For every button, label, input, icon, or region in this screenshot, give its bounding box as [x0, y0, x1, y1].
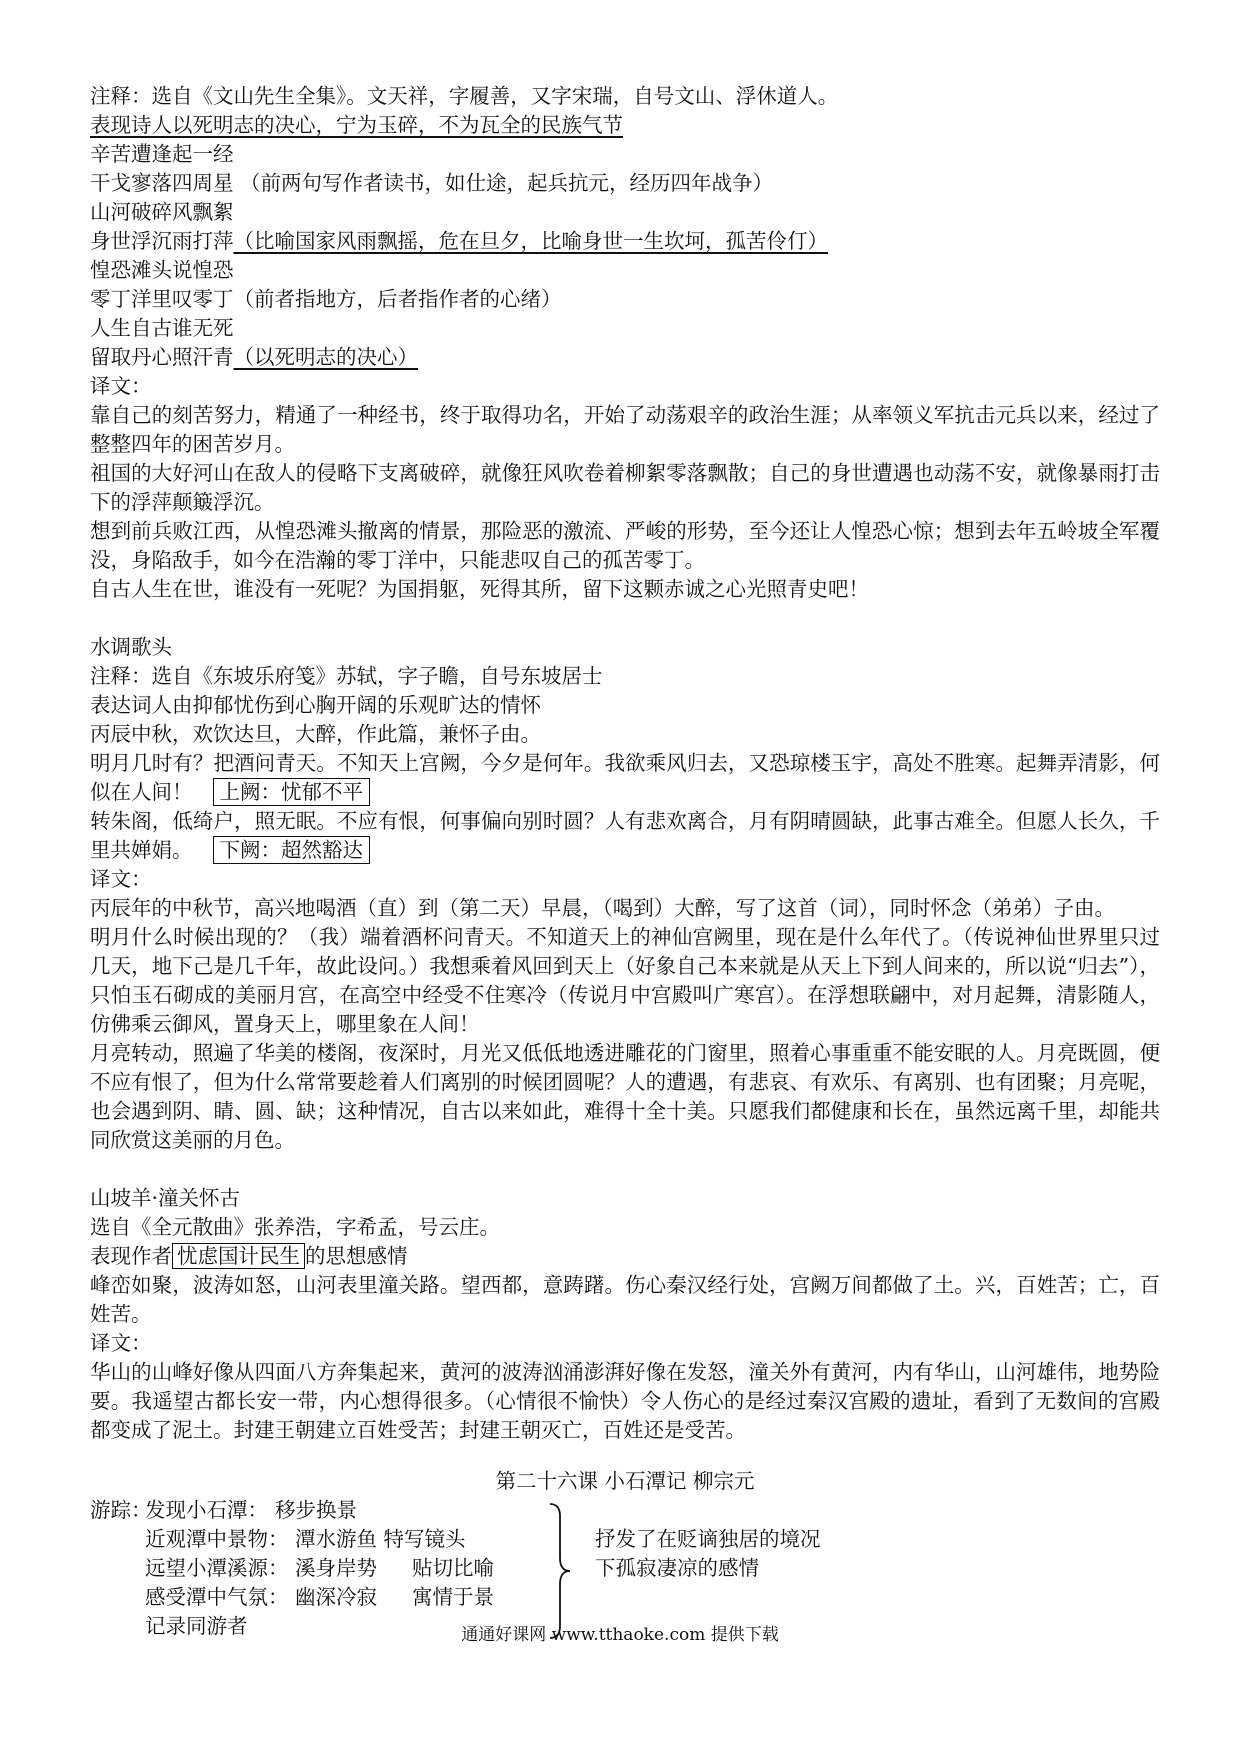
outline-summary-1: 抒发了在贬谪独居的境况	[595, 1527, 821, 1551]
poem3-theme-box: 忧虑国计民生	[172, 1243, 305, 1269]
poem1-translation-3: 想到前兵败江西，从惶恐滩头撤离的情景，那险恶的激流、严峻的形势，至今还让人惶恐心惊；想到去年五岭坡全军覆没，身陷敌手，如今在浩瀚的零丁洋中，只能悲叹自己的孤苦零丁。	[90, 519, 1160, 572]
poem2-translation-2: 明月什么时候出现的？（我）端着酒杯问青天。不知道天上的神仙宫阙里，现在是什么年代了。（传说神仙世界里只过几天，地下己是几千年，故此设问。）我想乘着风回到天上（好象自己本来就是从天上下到人间来的，所以说“归去”），只怕玉石砌成的美丽月宫，在高空中经受不住寒冷（传说月中宫殿叫广寒宫）。在浮想联翩中，对月起舞，清影随人，仿佛乘云御风，置身天上，哪里象在人间！	[90, 925, 1160, 1036]
poem1-line-5: 惶恐滩头说惶恐	[90, 258, 234, 282]
outline-summary-2: 下孤寂凄凉的感情	[595, 1556, 759, 1580]
poem1-line-8: 留取丹心照汗青（以死明志的决心）	[90, 345, 418, 369]
poem1-line-7: 人生自古谁无死	[90, 316, 234, 340]
outline-row-4-b: 幽深冷寂	[295, 1585, 377, 1609]
poem2-translation-1: 丙辰年的中秋节，高兴地喝酒（直）到（第二天）早晨，（喝到）大醉，写了这首（词），同时怀念（弟弟）子由。	[90, 896, 1115, 920]
poem2-translation-label: 译文：	[90, 867, 152, 891]
poem2-note: 注释：选自《东坡乐府笺》苏轼，字子瞻，自号东坡居士	[90, 664, 603, 688]
poem3-source: 选自《全元散曲》张养浩，字希孟，号云庄。	[90, 1215, 500, 1239]
poem3-text: 峰峦如聚，波涛如怒，山河表里潼关路。望西都，意踌躇。伤心秦汉经行处，宫阙万间都做了土。兴，百姓苦；亡，百姓苦。	[90, 1273, 1160, 1326]
poem2-preface: 丙辰中秋，欢饮达旦，大醉，作此篇，兼怀子由。	[90, 722, 541, 746]
outline-row-3-a: 远望小潭溪源：	[145, 1556, 289, 1580]
poem2-translation-3: 月亮转动，照遍了华美的楼阁，夜深时，月光又低低地透进雕花的门窗里，照着心事重重不能安眠的人。月亮既圆，便不应有恨了，但为什么常常要趁着人们离别的时候团圆呢？人的遭遇，有悲哀、有欢乐、有离别、也有团聚；月亮呢，也会遇到阴、睛、圆、缺；这种情况，自古以来如此，难得十全十美。只愿我们都健康和长在，虽然远离千里，却能共同欣赏这美丽的月色。	[90, 1041, 1160, 1152]
poem1-line-8-note: （以死明志的决心）	[233, 345, 418, 369]
outline-label: 游踪：	[90, 1498, 152, 1522]
poem1-translation-4: 自古人生在世，谁没有一死呢？为国捐躯，死得其所，留下这颗赤诚之心光照青史吧！	[90, 577, 869, 601]
poem1-line-6: 零丁洋里叹零丁（前者指地方，后者指作者的心绪）	[90, 287, 562, 311]
poem2-upper-box: 上阙：忧郁不平	[213, 778, 371, 806]
poem3-translation-1: 华山的山峰好像从四面八方奔集起来，黄河的波涛汹涌澎湃好像在发怒，潼关外有黄河，内有华山，山河雄伟，地势险要。我遥望古都长安一带，内心想得很多。（心情很不愉快）令人伤心的是经过秦汉宫殿的遗址，看到了无数间的宫殿都变成了泥土。封建王朝建立百姓受苦；封建王朝灭亡，百姓还是受苦。	[90, 1360, 1160, 1442]
poem2-title: 水调歌头	[90, 635, 172, 659]
outline-row-3-c: 贴切比喻	[412, 1556, 494, 1580]
poem2-theme: 表达词人由抑郁忧伤到心胸开阔的乐观旷达的情怀	[90, 693, 541, 717]
lesson26-heading: 第二十六课 小石潭记 柳宗元	[495, 1469, 755, 1493]
poem1-line-6-note: （前者指地方，后者指作者的心绪）	[233, 287, 562, 311]
poem1-line-4: 身世浮沉雨打萍（比喻国家风雨飘摇，危在旦夕，比喻身世一生坎坷，孤苦伶仃）	[90, 229, 828, 253]
poem1-note: 注释：选自《文山先生全集》。文天祥，字履善，又字宋瑞，自号文山、浮休道人。	[90, 84, 839, 108]
poem3-translation-label: 译文：	[90, 1331, 152, 1355]
outline-row-2-a: 近观潭中景物：	[145, 1527, 289, 1551]
poem2-lower-box: 下阙：超然豁达	[213, 836, 371, 864]
poem1-line-4-note: （比喻国家风雨飘摇，危在旦夕，比喻身世一生坎坷，孤苦伶仃）	[233, 229, 828, 253]
poem3-theme: 表现作者 忧虑国计民生 的思想感情	[90, 1244, 408, 1268]
poem1-line-1: 辛苦遭逢起一经	[90, 142, 234, 166]
poem1-line-2: 干戈寥落四周星 （前两句写作者读书，如仕途，起兵抗元，经历四年战争）	[90, 171, 774, 195]
outline-row-4-a: 感受潭中气氛：	[145, 1585, 289, 1609]
poem1-line-3: 山河破碎风飘絮	[90, 200, 234, 224]
page-footer: 通通好课网 www.tthaoke.com 提供下载	[461, 1625, 779, 1645]
outline-row-1-a: 发现小石潭：	[145, 1498, 268, 1522]
poem2-upper-stanza: 明月几时有？把酒问青天。不知天上宫阙，今夕是何年。我欲乘风归去，又恐琼楼玉宇，高处不胜寒。起舞弄清影，何似在人间！ 上阙：忧郁不平	[90, 751, 1160, 804]
poem1-translation-1: 靠自己的刻苦努力，精通了一种经书，终于取得功名，开始了动荡艰辛的政治生涯；从率领义军抗击元兵以来，经过了整整四年的困苦岁月。	[90, 403, 1160, 456]
poem2-lower-stanza: 转朱阁，低绮户，照无眠。不应有恨，何事偏向别时圆？人有悲欢离合，月有阴晴圆缺，此事古难全。但愿人长久，千里共婵娟。 下阙：超然豁达	[90, 809, 1160, 862]
outline-row-2-b: 潭水游鱼 特写镜头	[295, 1527, 466, 1551]
poem1-line-2-note: （前两句写作者读书，如仕途，起兵抗元，经历四年战争）	[240, 171, 774, 195]
outline-row-5-a: 记录同游者	[145, 1614, 248, 1638]
poem3-title: 山坡羊·潼关怀古	[90, 1186, 241, 1210]
outline-row-4-c: 寓情于景	[412, 1585, 494, 1609]
outline-row-3-b: 溪身岸势	[295, 1556, 377, 1580]
outline-row-1-b: 移步换景	[275, 1498, 357, 1522]
poem1-theme: 表现诗人以死明志的决心，宁为玉碎，不为瓦全的民族气节	[90, 113, 623, 137]
poem1-translation-2: 祖国的大好河山在敌人的侵略下支离破碎，就像狂风吹卷着柳絮零落飘散；自己的身世遭遇也动荡不安，就像暴雨打击下的浮萍颠簸浮沉。	[90, 461, 1160, 514]
poem1-translation-label: 译文：	[90, 374, 152, 398]
document-body	[90, 82, 1160, 1646]
